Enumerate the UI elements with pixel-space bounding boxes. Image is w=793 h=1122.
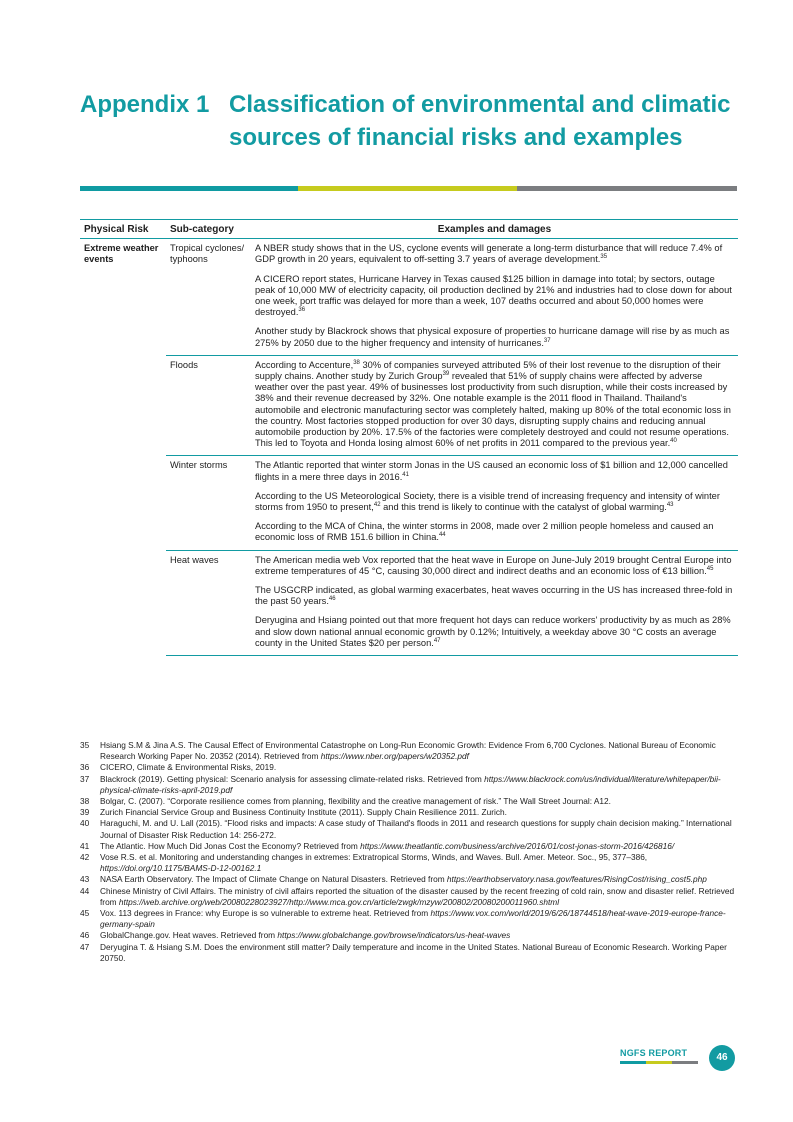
footnote-link[interactable]: https://web.archive.org/web/20080228023927/http://www.mca.gov.cn/article/zwgk/mzyw/200802/20080200011960.shtml	[118, 896, 560, 907]
footnote-link[interactable]: https://www.blackrock.com/us/individual/literature/whitepaper/bii-physical-climate-risks-april-2019.pdf	[100, 773, 721, 795]
footnote: 37 Blackrock (2019). Getting physical: Scenario analysis for assessing climate-related risks. Retrieved from https://www.blackrock.com/us/individual/literature/whitepaper/bii-physical-climate-risks-april-2019.pdf	[80, 773, 721, 795]
table-header-row	[80, 220, 738, 239]
footnote-link[interactable]: https://www.vox.com/world/2019/6/26/18744518/heat-wave-2019-europe-france-germany-spain	[100, 908, 726, 930]
appendix-label: Appendix 1	[80, 91, 210, 118]
footnote: 38 Bolgar, C. (2007). “Corporate resilience comes from planning, flexibility and the creative management of risk.” The Wall Street Journal: A12.	[80, 796, 611, 807]
footnote: 44 Chinese Ministry of Civil Affairs. The ministry of civil affairs reported the situation of the disaster caused by the recent freezing of cold rain, snow and disaster relief. Retrieved from https://web.archive.org/web/20080228023927/http://www.mca.gov.cn/article/zwgk/mzyw/200802/20080200011960.shtml	[80, 885, 735, 907]
footnote: 39 Zurich Financial Service Group and Business Continuity Institute (2011). Supply Chain Resilience 2011. Zurich.	[80, 807, 507, 818]
footnote: 45 Vox. 113 degrees in France: why Europe is so vulnerable to extreme heat. Retrieved from https://www.vox.com/world/2019/6/26/18744518/heat-wave-2019-europe-france-germany-spain	[80, 908, 726, 930]
example-paragraph: According to Accenture,$^{38}$ 30% of companies surveyed attributed 5% of their lost revenue to the disruption of their supply chains. Another study by Zurich Group$^{39}$ revealed that 51% of supply chains were affected by adverse weather over the past year. 49% of businesses lost productivity from such disruption, while their costs increased by 38% and their revenue decreased by 32%. One notable example is the 2011 flood in Thailand. Thailand's automobile and electronic manufacturing sector was completely halted, making up 80% of the total economic loss in the country. Most factories stopped production for over 30 days, disrupting supply chains and reducing annual automobile production by 20%. 17.5% of the factories were completely destroyed and could not resume operations. This led to Toyota and Honda losing almost 60% of net profits in 2011 compared to the previous year.$^{40}$	[255, 359, 731, 449]
footnote: 41 The Atlantic. How Much Did Jonas Cost the Economy? Retrieved from https://www.theatlantic.com/business/archive/2016/01/cost-jonas-storm-2016/426816/	[80, 840, 675, 851]
example-paragraph: A NBER study shows that in the US, cyclone events will generate a long-term disturbance that will reduce 7.4% of GDP growth in 20 years, equivalent to off-setting 3.7 years of average development.$^{35}$	[255, 243, 723, 265]
example-paragraph: Another study by Blackrock shows that physical exposure of properties to hurricane damage will rise by as much as 275% by 2050 due to the higher frequency and intensity of hurricanes.$^{37}$	[255, 326, 730, 348]
footer-color-bars	[620, 1061, 698, 1064]
footer-bar-grey	[672, 1061, 698, 1064]
footnote: 35 Hsiang S.M & Jina A.S. The Causal Effect of Environmental Catastrophe on Long-Run Economic Growth: Evidence From 6,700 Cyclones. National Bureau of Economic Research Working Paper No. 20352 (2014). Retrieved from https://www.nber.org/papers/w20352.pdf	[80, 740, 716, 762]
examples-cell	[251, 355, 738, 456]
footnotes	[80, 740, 738, 964]
header-examples: Examples and damages	[251, 220, 738, 239]
subcategory-cell: Tropical cyclones/ typhoons	[166, 239, 251, 356]
footnote-link[interactable]: https://www.globalchange.gov/browse/indicators/us-heat-waves	[277, 930, 511, 941]
header-sub-category: Sub-category	[166, 220, 251, 239]
footnote-link[interactable]: https://www.nber.org/papers/w20352.pdf	[320, 751, 469, 762]
heading-rule-teal	[80, 186, 298, 191]
footnote: 47 Deryugina T. & Hsiang S.M. Does the environment still matter? Daily temperature and income in the United States. National Bureau of Economic Research. Working Paper 20750.	[80, 941, 727, 963]
examples-cell	[251, 239, 738, 356]
header-physical-risk: Physical Risk	[80, 220, 166, 239]
heading-rule-lime	[298, 186, 517, 191]
table-row	[80, 239, 738, 356]
physical-risk-table	[80, 219, 738, 656]
heading-rule-grey	[517, 186, 737, 191]
footnote: 43 NASA Earth Observatory. The Impact of Climate Change on Natural Disasters. Retrieved from https://earthobservatory.nasa.gov/features/RisingCost/rising_cost5.php	[80, 874, 707, 885]
example-paragraph: According to the US Meteorological Society, there is a visible trend of increasing frequency and intensity of winter storms from 1950 to present,$^{42}$ and this trend is likely to continue with the catalyst of global warming.$^{43}$	[255, 490, 720, 513]
footnote-link[interactable]: https://doi.org/10.1175/BAMS-D-12-00162.1	[100, 863, 262, 874]
subcategory-cell: Heat waves	[166, 550, 251, 655]
footer-bar-lime	[646, 1061, 672, 1064]
page-number-badge: 46	[709, 1045, 735, 1071]
appendix-title: Classification of environmental and climatic sources of financial risks and examples	[229, 91, 731, 151]
footnote-link[interactable]: https://earthobservatory.nasa.gov/features/RisingCost/rising_cost5.php	[446, 874, 707, 885]
table-row	[80, 355, 738, 456]
example-paragraph: According to the MCA of China, the winter storms in 2008, made over 2 million people homeless and caused an economic loss of RMB 151.6 billion in China.$^{44}$	[255, 521, 714, 543]
footnote: 36 CICERO, Climate & Environmental Risks, 2019.	[80, 762, 277, 773]
examples-cell	[251, 456, 738, 550]
example-paragraph: The USGCRP indicated, as global warming exacerbates, heat waves occurring in the US has increased three-fold in the past 50 years.$^{46}$	[255, 585, 733, 607]
examples-cell	[251, 550, 738, 655]
footnote: 42 Vose R.S. et al. Monitoring and understanding changes in extremes: Extratropical Storms, Winds, and Waves. Bull. Amer. Meteor. Soc., 95, 377–386, https://doi.org/10.1175/BAMS-D-12-00162.1	[80, 852, 648, 874]
table-row	[80, 550, 738, 655]
subcategory-cell: Floods	[166, 355, 251, 456]
page-footer	[620, 1044, 740, 1074]
example-paragraph: Deryugina and Hsiang pointed out that more frequent hot days can reduce workers' productivity by as much as 28% and slow down national annual economic growth by 0.12%; Intuitively, a weekday above 30 °C costs an average county in the United States $20 per person.$^{47}$	[255, 615, 731, 648]
footnote-link[interactable]: https://www.theatlantic.com/business/archive/2016/01/cost-jonas-storm-2016/426816/	[360, 840, 675, 851]
example-paragraph: The American media web Vox reported that the heat wave in Europe on June-July 2019 brought Central Europe into extreme temperatures of 45 °C, causing 30,000 direct and indirect deaths and an economic loss of €13 billion.$^{45}$	[255, 554, 732, 576]
category-cell: Extreme weather events	[84, 243, 159, 265]
footnote: 46 GlobalChange.gov. Heat waves. Retrieved from https://www.globalchange.gov/browse/indicators/us-heat-waves	[80, 930, 511, 941]
report-label: NGFS REPORT	[620, 1048, 688, 1058]
subcategory-cell: Winter storms	[166, 456, 251, 550]
example-paragraph: A CICERO report states, Hurricane Harvey in Texas caused $125 billion in damage into total; by sectors, outage peak of 10,000 MW of electricity capacity, oil production declined by 21% and industries had to close down for about one week, port traffic was delayed for more than a week, 107 deaths occurred and about 50,000 homes were destroyed.$^{36}$	[255, 273, 732, 318]
footer-bar-teal	[620, 1061, 646, 1064]
table-row	[80, 456, 738, 550]
example-paragraph: The Atlantic reported that winter storm Jonas in the US caused an economic loss of $1 billion and 12,000 cancelled flights in a mere three days in 2016.41	[255, 460, 728, 482]
footnote: 40 Haraguchi, M. and U. Lall (2015). “Flood risks and impacts: A case study of Thailand's floods in 2011 and research questions for supply chain decision making.” International Journal of Disaster Risk Reduction 14: 256-272.	[80, 818, 732, 840]
